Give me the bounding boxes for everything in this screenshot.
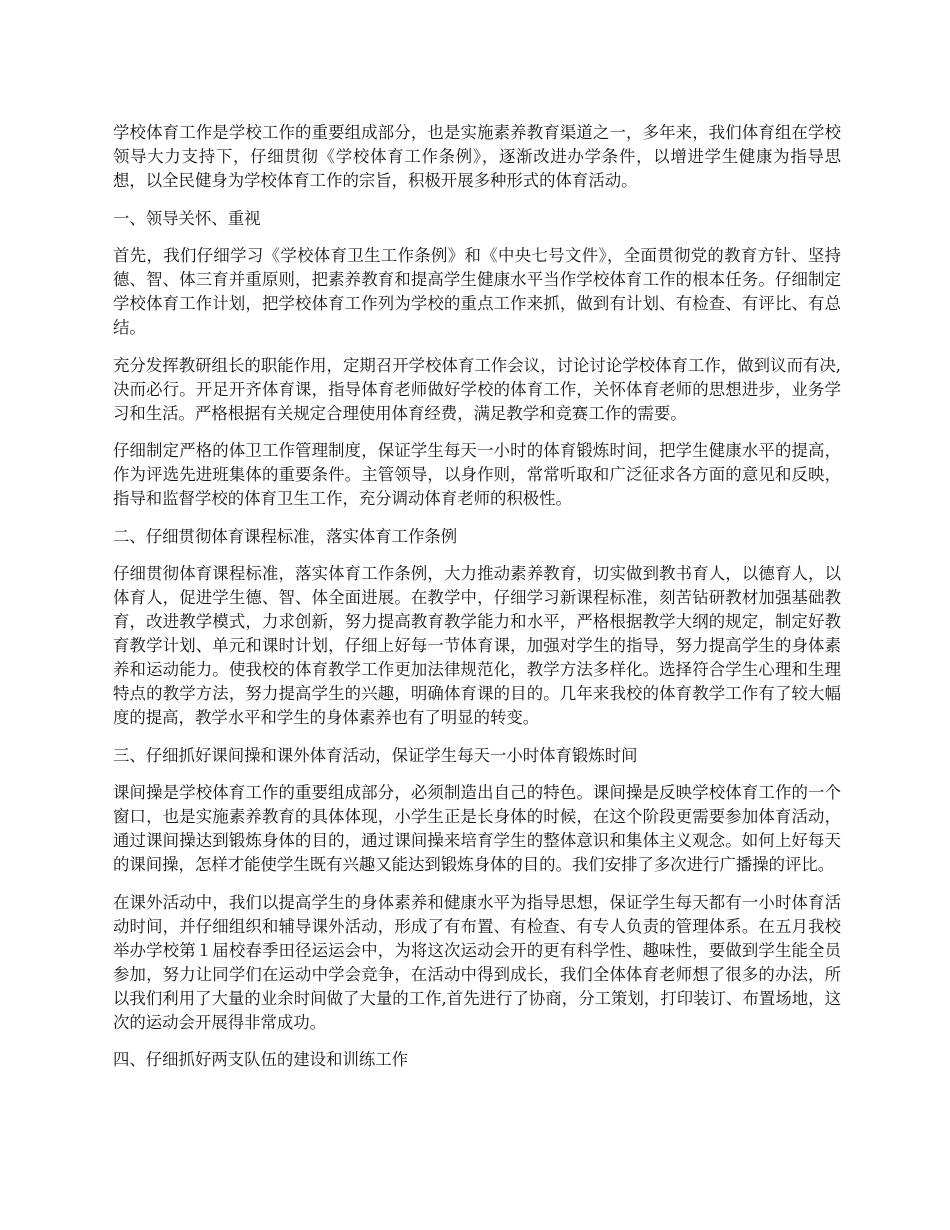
section-3-paragraph-2: 在课外活动中，我们以提高学生的身体素养和健康水平为指导思想，保证学生每天都有一小时体育活动时间，并仔细组织和辅导课外活动，形成了有布置、有检查、有专人负责的管理体系。在五月我校举办学校第１届校春季田径运运会中，为将这次运动会开的更有科学性、趣味性，要做到学生能全员参加，努力让同学们在运动中学会竞争，在活动中得到成长，我们全体体育老师想了很多的办法，所以我们利用了大量的业余时间做了大量的工作,首先进行了协商，分工策划，打印装订、布置场地，这次的运动会开展得非常成功。 (113, 892, 841, 1032)
document-body (113, 121, 841, 1086)
intro-paragraph: 学校体育工作是学校工作的重要组成部分，也是实施素养教育渠道之一，多年来，我们体育组在学校领导大力支持下，仔细贯彻《学校体育工作条例》，逐渐改进办学条件，以增进学生健康为指导思想，以全民健身为学校体育工作的宗旨，积极开展多种形式的体育活动。 (113, 123, 841, 190)
section-2-paragraph-1: 仔细贯彻体育课程标准，落实体育工作条例，大力推动素养教育，切实做到教书育人，以德育人，以体育人，促进学生德、智、体全面进展。在教学中，仔细学习新课程标准，刻苦钻研教材加强基础教育，改进教学模式，力求创新，努力提高教育教学能力和水平，严格根据教学大纲的规定，制定好教育教学计划、单元和课时计划，仔细上好每一节体育课，加强对学生的指导，努力提高学生的身体素养和运动能力。使我校的体育教学工作更加法律规范化，教学方法多样化。选择符合学生心理和生理特点的教学方法，努力提高学生的兴趣，明确体育课的目的。几年来我校的体育教学工作有了较大幅度的提高，教学水平和学生的身体素养也有了明显的转变。 (113, 564, 841, 727)
section-3-paragraph-1: 课间操是学校体育工作的重要组成部分，必须制造出自己的特色。课间操是反映学校体育工作的一个窗口，也是实施素养教育的具体体现，小学生正是长身体的时候，在这个阶段更需要参加体育活动，通过课间操达到锻炼身体的目的，通过课间操来培育学生的整体意识和集体主义观念。如何上好每天的课间操，怎样才能使学生既有兴趣又能达到锻炼身体的目的。我们安排了多次进行广播操的评比。 (113, 783, 841, 874)
section-1-paragraph-3: 仔细制定严格的体卫工作管理制度，保证学生每天一小时的体育锻炼时间，把学生健康水平的提高，作为评选先进班集体的重要条件。主管领导，以身作则，常常听取和广泛征求各方面的意见和反映，指导和监督学校的体育卫生工作，充分调动体育老师的积极性。 (113, 441, 841, 508)
section-2-heading: 二、仔细贯彻体育课程标准，落实体育工作条例 (113, 526, 458, 546)
section-1-heading: 一、领导关怀、重视 (113, 208, 261, 228)
section-3-heading: 三、仔细抓好课间操和课外体育活动，保证学生每天一小时体育锻炼时间 (113, 745, 638, 765)
section-1-paragraph-2: 充分发挥教研组长的职能作用，定期召开学校体育工作会议，讨论讨论学校体育工作，做到议而有决,决而必行。开足开齐体育课，指导体育老师做好学校的体育工作，关怀体育老师的思想进步，业务学习和生活。严格根据有关规定合理使用体育经费，满足教学和竞赛工作的需要。 (113, 355, 841, 423)
section-4-heading: 四、仔细抓好两支队伍的建设和训练工作 (113, 1050, 409, 1069)
section-1-paragraph-1: 首先，我们仔细学习《学校体育卫生工作条例》和《中央七号文件》，全面贯彻党的教育方针、坚持德、智、体三育并重原则，把素养教育和提高学生健康水平当作学校体育工作的根本任务。仔细制定学校体育工作计划，把学校体育工作列为学校的重点工作来抓，做到有计划、有检查、有评比、有总结。 (113, 246, 841, 337)
